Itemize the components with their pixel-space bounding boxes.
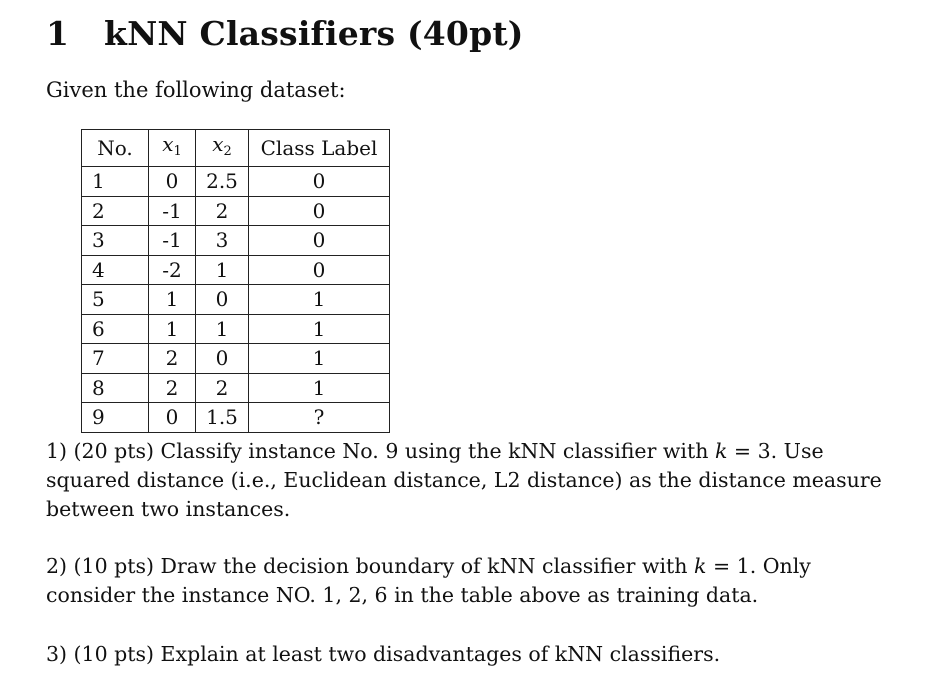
cell-class-label: 1 — [249, 373, 390, 403]
cell-class-label: 1 — [249, 285, 390, 315]
header-class-label: Class Label — [249, 130, 390, 167]
cell-no: 4 — [82, 255, 149, 285]
cell-x1: 0 — [149, 167, 196, 197]
cell-no: 8 — [82, 373, 149, 403]
cell-x2: 0 — [196, 344, 249, 374]
cell-x2: 1 — [196, 314, 249, 344]
cell-x1: 2 — [149, 373, 196, 403]
cell-class-label: 1 — [249, 344, 390, 374]
cell-no: 2 — [82, 196, 149, 226]
header-x1: $x_1$ — [149, 130, 196, 167]
table-row — [82, 285, 390, 315]
cell-class-label: ? — [249, 403, 390, 433]
cell-class-label: 0 — [249, 196, 390, 226]
table-body — [82, 167, 390, 433]
intro-text: Given the following dataset: — [46, 78, 346, 102]
header-x2: $x_2$ — [196, 130, 249, 167]
cell-no: 1 — [82, 167, 149, 197]
cell-no: 9 — [82, 403, 149, 433]
cell-x1: 1 — [149, 285, 196, 315]
header-no: No. — [82, 130, 149, 167]
section-number: 1 — [46, 14, 70, 53]
cell-no: 5 — [82, 285, 149, 315]
cell-x2: 2.5 — [196, 167, 249, 197]
cell-x2: 0 — [196, 285, 249, 315]
cell-no: 3 — [82, 226, 149, 256]
cell-x1: 0 — [149, 403, 196, 433]
cell-x2: 2 — [196, 196, 249, 226]
question-1: 1) (20 pts) Classify instance No. 9 using the kNN classifier with k = 3. Use squared distance (i.e., Euclidean distance, L2 distance) as the distance measure between two instances. — [46, 439, 882, 521]
cell-x1: 1 — [149, 314, 196, 344]
cell-x2: 2 — [196, 373, 249, 403]
cell-x2: 3 — [196, 226, 249, 256]
table-row — [82, 373, 390, 403]
section-heading — [46, 14, 524, 53]
cell-class-label: 1 — [249, 314, 390, 344]
section-title: kNN Classifiers (40pt) — [104, 14, 524, 53]
dataset-table — [81, 129, 390, 433]
table-row — [82, 226, 390, 256]
table-row — [82, 314, 390, 344]
table-row — [82, 167, 390, 197]
cell-x1: -1 — [149, 196, 196, 226]
table-row — [82, 196, 390, 226]
cell-x2: 1 — [196, 255, 249, 285]
cell-x1: -1 — [149, 226, 196, 256]
table-row — [82, 344, 390, 374]
cell-no: 7 — [82, 344, 149, 374]
question-3: 3) (10 pts) Explain at least two disadvantages of kNN classifiers. — [46, 642, 721, 666]
cell-x1: -2 — [149, 255, 196, 285]
cell-no: 6 — [82, 314, 149, 344]
table-row — [82, 403, 390, 433]
cell-class-label: 0 — [249, 255, 390, 285]
cell-x1: 2 — [149, 344, 196, 374]
cell-class-label: 0 — [249, 167, 390, 197]
cell-class-label: 0 — [249, 226, 390, 256]
cell-x2: 1.5 — [196, 403, 249, 433]
table-row — [82, 255, 390, 285]
question-2: 2) (10 pts) Draw the decision boundary of kNN classifier with k = 1. Only consider the instance NO. 1, 2, 6 in the table above as training data. — [46, 554, 811, 607]
table-header-row — [82, 130, 390, 167]
